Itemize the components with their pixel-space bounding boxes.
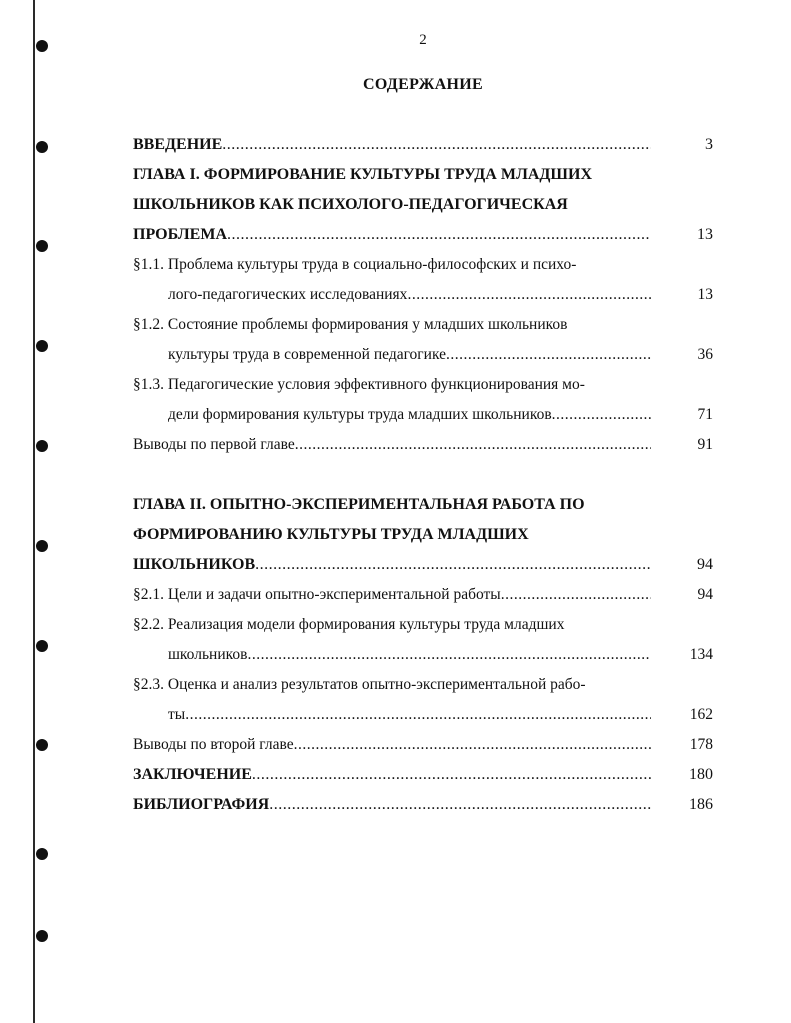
page-ref: 3	[705, 136, 713, 153]
toc-entry-chapter-1-line-1: ГЛАВА I. ФОРМИРОВАНИЕ КУЛЬТУРЫ ТРУДА МЛАДШИХ	[133, 166, 592, 183]
page-ref: 36	[697, 346, 713, 363]
page-ref: 71	[697, 406, 713, 423]
page-ref: 162	[689, 706, 713, 723]
toc-entry-bibliography[interactable]: БИБЛИОГРАФИЯ ..... 186	[133, 793, 713, 817]
toc-entry-2-3-line-1: §2.3. Оценка и анализ результатов опытно-экспериментальной рабо-	[133, 676, 586, 693]
page-ref: 94	[697, 556, 713, 573]
toc-entry-2-1[interactable]: §2.1. Цели и задачи опытно-экспериментальной работы ..... 94	[133, 583, 713, 607]
toc-entry-chapter-2-line-1: ГЛАВА II. ОПЫТНО-ЭКСПЕРИМЕНТАЛЬНАЯ РАБОТА ПО	[133, 496, 585, 513]
punch-hole-dot	[36, 240, 48, 252]
toc-entry-chapter-1-conclusions[interactable]: Выводы по первой главе ..... 91	[133, 433, 713, 457]
page-ref: 178	[689, 736, 713, 753]
page-ref: 134	[689, 646, 713, 663]
toc-entry-conclusion[interactable]: ЗАКЛЮЧЕНИЕ ..... 180	[133, 763, 713, 787]
toc-entry-chapter-2-conclusions[interactable]: Выводы по второй главе ..... 178	[133, 733, 713, 757]
punch-hole-dot	[36, 930, 48, 942]
punch-hole-dot	[36, 340, 48, 352]
page-ref: 13	[697, 286, 713, 303]
punch-hole-dot	[36, 141, 48, 153]
punch-hole-dot	[36, 640, 48, 652]
toc-entry-chapter-1-line-2: ШКОЛЬНИКОВ КАК ПСИХОЛОГО-ПЕДАГОГИЧЕСКАЯ	[133, 196, 568, 213]
toc-entry-2-2-line-1: §2.2. Реализация модели формирования культуры труда младших	[133, 616, 565, 633]
toc-entry-1-1-line-1: §1.1. Проблема культуры труда в социально-философских и психо-	[133, 256, 577, 273]
page-title: СОДЕРЖАНИЕ	[362, 76, 484, 93]
punch-hole-dot	[36, 440, 48, 452]
page-number: 2	[419, 32, 427, 48]
toc-entry-1-2-line-1: §1.2. Состояние проблемы формирования у младших школьников	[133, 316, 568, 333]
toc-entry-2-2[interactable]: школьников ..... 134	[168, 643, 713, 667]
toc-entry-1-3-line-1: §1.3. Педагогические условия эффективного функционирования мо-	[133, 376, 585, 393]
toc-entry-chapter-1[interactable]: ПРОБЛЕМА ..... 13	[133, 223, 713, 247]
toc-entry-1-1[interactable]: лого-педагогических исследованиях ..... 13	[168, 283, 713, 307]
toc-entry-1-2[interactable]: культуры труда в современной педагогике ..... 36	[168, 343, 713, 367]
page-ref: 13	[697, 226, 713, 243]
toc-entry-chapter-2-line-2: ФОРМИРОВАНИЮ КУЛЬТУРЫ ТРУДА МЛАДШИХ	[133, 526, 529, 543]
punch-hole-dot	[36, 848, 48, 860]
page-ref: 186	[689, 796, 713, 813]
binding-line	[33, 0, 35, 1023]
toc-entry-1-3[interactable]: дели формирования культуры труда младших школьников ..... 71	[168, 403, 713, 427]
page-ref: 180	[689, 766, 713, 783]
toc-entry-2-3[interactable]: ты ..... 162	[168, 703, 713, 727]
page-ref: 94	[697, 586, 713, 603]
toc-entry-chapter-2[interactable]: ШКОЛЬНИКОВ ..... 94	[133, 553, 713, 577]
toc-entry-intro[interactable]: ВВЕДЕНИЕ ..... 3	[133, 133, 713, 157]
page-ref: 91	[697, 436, 713, 453]
punch-hole-dot	[36, 739, 48, 751]
punch-hole-dot	[36, 540, 48, 552]
